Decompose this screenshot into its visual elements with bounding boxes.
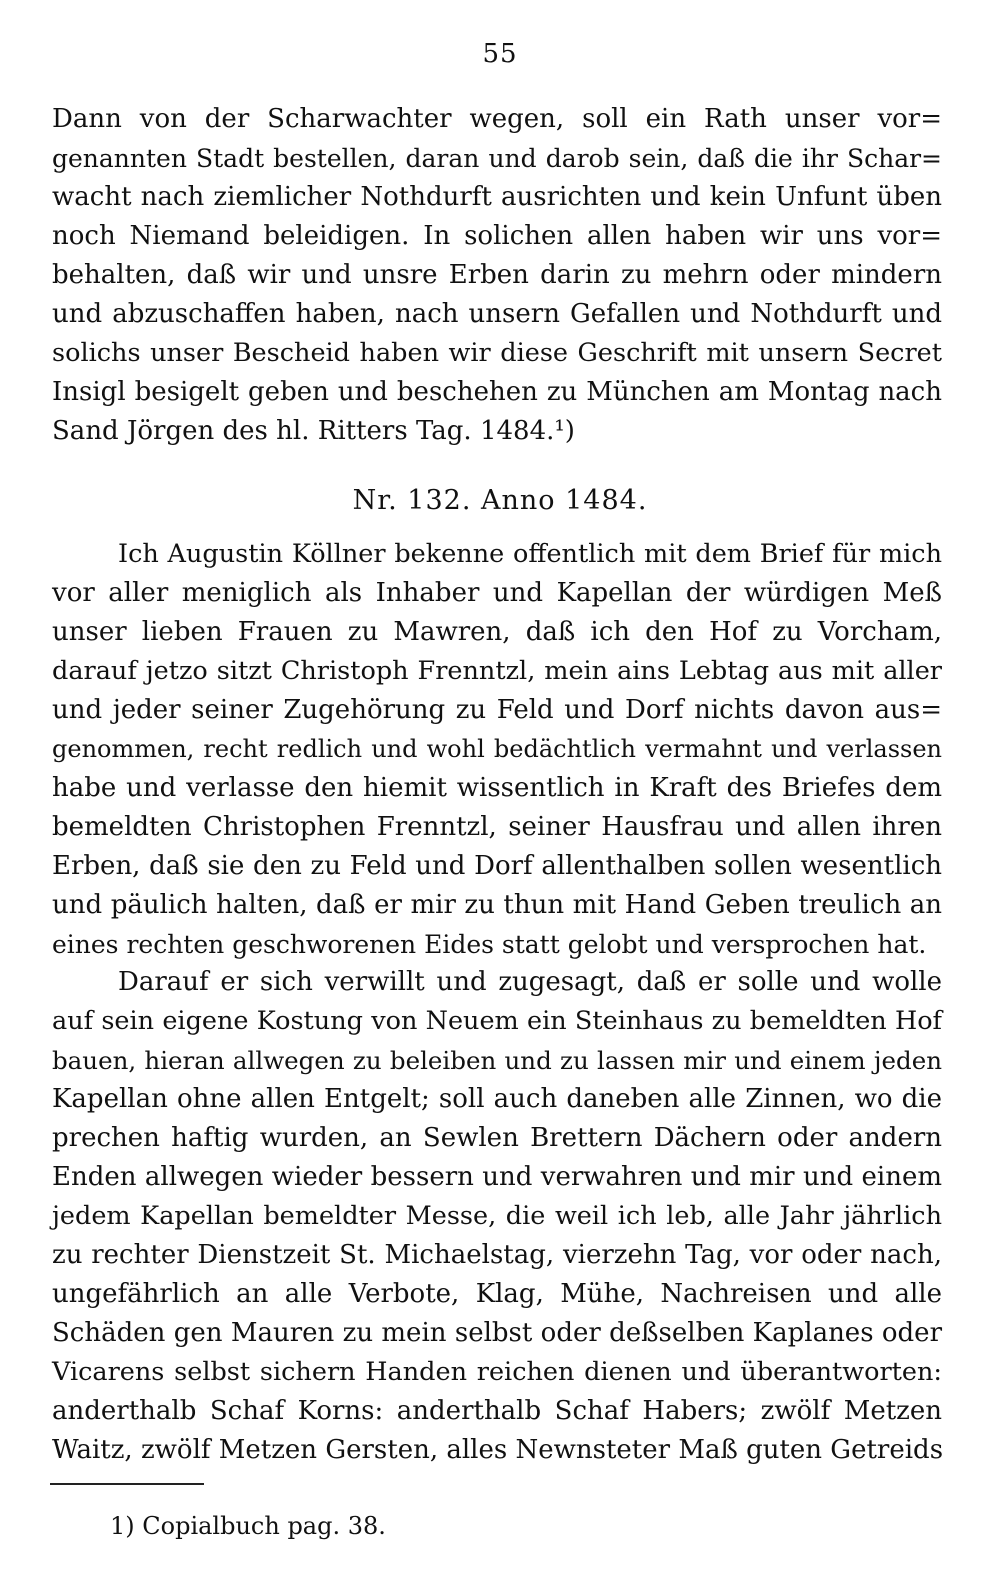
text-line: Schäden gen Mauren zu mein selbst oder deßselben Kaplanes oder <box>52 1318 942 1348</box>
text-line: vor aller meniglich als Inhaber und Kapellan der würdigen Meß <box>52 578 942 608</box>
text-line: noch Niemand beleidigen. In solichen allen haben wir uns vor= <box>52 221 942 251</box>
paragraph-1 <box>52 100 942 451</box>
paragraph-2 <box>52 535 942 964</box>
text-line: Erben, daß sie den zu Feld und Dorf allenthalben sollen wesentlich <box>52 851 942 881</box>
text-line: Insigl besigelt geben und beschehen zu München am Montag nach <box>52 377 942 407</box>
text-line: bauen, hieran allwegen zu beleiben und zu lassen mir und einem jeden <box>52 1046 942 1075</box>
text-line: und päulich halten, daß er mir zu thun mit Hand Geben treulich an <box>52 890 942 920</box>
text-line: wacht nach ziemlicher Nothdurft ausrichten und kein Unfunt üben <box>52 182 942 212</box>
paragraph-3 <box>52 963 942 1470</box>
text-line: und abzuschaffen haben, nach unsern Gefallen und Nothdurft und <box>52 299 942 329</box>
text-line: Darauf er sich verwillt und zugesagt, daß er solle und wolle <box>118 967 942 997</box>
text-line: solichs unser Bescheid haben wir diese Geschrift mit unsern Secret <box>52 338 942 368</box>
text-line: Waitz, zwölf Metzen Gersten, alles Newnsteter Maß guten Getreids <box>52 1435 944 1465</box>
footnote: 1) Copialbuch pag. 38. <box>110 1512 386 1540</box>
section-heading: Nr. 132. Anno 1484. <box>352 485 648 516</box>
text-line: Vicarens selbst sichern Handen reichen dienen und überantworten: <box>52 1357 942 1387</box>
footnote-divider <box>50 1483 204 1485</box>
text-line: prechen haftig wurden, an Sewlen Brettern Dächern oder andern <box>52 1123 942 1153</box>
text-line: darauf jetzo sitzt Christoph Frenntzl, mein ains Lebtag aus mit aller <box>52 656 942 686</box>
text-line: behalten, daß wir und unsre Erben darin zu mehrn oder mindern <box>52 260 942 290</box>
page-number: 55 <box>482 39 518 69</box>
text-line: Enden allwegen wieder bessern und verwahren und mir und einem <box>52 1162 942 1192</box>
text-line: ungefährlich an alle Verbote, Klag, Mühe, Nachreisen und alle <box>52 1279 942 1309</box>
text-line: Ich Augustin Köllner bekenne offentlich mit dem Brief für mich <box>118 539 942 569</box>
text-line: unser lieben Frauen zu Mawren, daß ich den Hof zu Vorcham, <box>52 617 942 647</box>
text-line: bemeldten Christophen Frenntzl, seiner Hausfrau und allen ihren <box>52 812 942 842</box>
text-line: jedem Kapellan bemeldter Messe, die weil ich leb, alle Jahr jährlich <box>52 1201 942 1231</box>
text-line: Kapellan ohne allen Entgelt; soll auch daneben alle Zinnen, wo die <box>52 1084 942 1114</box>
text-line: Dann von der Scharwachter wegen, soll ein Rath unser vor= <box>52 104 942 134</box>
text-line: genannten Stadt bestellen, daran und darob sein, daß die ihr Schar= <box>52 144 942 173</box>
text-line: anderthalb Schaf Korns: anderthalb Schaf Habers; zwölf Metzen <box>52 1396 942 1426</box>
text-line: eines rechten geschworenen Eides statt gelobt und versprochen hat. <box>52 930 927 959</box>
text-line: habe und verlasse den hiemit wissentlich in Kraft des Briefes dem <box>52 773 942 803</box>
text-line: auf sein eigene Kostung von Neuem ein Steinhaus zu bemeldten Hof <box>52 1006 942 1036</box>
text-line: genommen, recht redlich und wohl bedächtlich vermahnt und verlassen <box>52 735 942 763</box>
text-line: Sand Jörgen des hl. Ritters Tag. 1484.¹) <box>52 416 575 446</box>
text-line: zu rechter Dienstzeit St. Michaelstag, vierzehn Tag, vor oder nach, <box>52 1240 942 1270</box>
text-line: und jeder seiner Zugehörung zu Feld und Dorf nichts davon aus= <box>52 695 942 725</box>
